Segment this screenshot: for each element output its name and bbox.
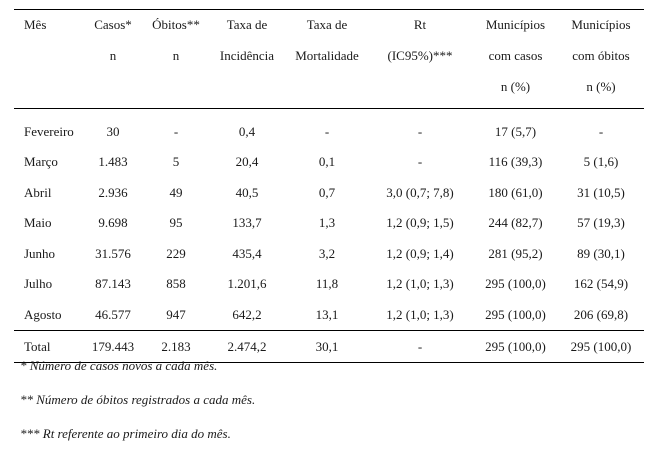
table-header-row [14,9,644,108]
footnotes [20,353,255,455]
total-cell: 295 (100,0) [485,338,546,354]
table-cell: 0,4 [238,123,256,139]
column-header [473,9,558,108]
column-header-line: (IC95%)*** [387,48,453,63]
table-cell: 1,2 (1,0; 1,3) [386,306,454,322]
table-cell: 20,4 [235,154,259,170]
table-cell: 1,2 (0,9; 1,4) [386,245,454,261]
table-cell: 17 (5,7) [494,123,537,139]
column-header [81,9,145,108]
footnote-deaths: ** Número de óbitos registrados a cada mês. [20,392,256,407]
column-header-line: Óbitos** [152,17,200,32]
total-cell: - [417,338,423,354]
table-row [14,269,644,300]
month-cell: Agosto [24,306,62,322]
column-header-line: n [109,48,117,63]
column-header-line: com casos [488,48,543,63]
total-cell: 30,1 [315,338,339,354]
table-cell: 1.201,6 [227,276,267,292]
column-header [558,9,644,108]
table-cell: 5 (1,6) [583,154,619,170]
column-header-line: Municípios [485,17,546,32]
table-cell: - [173,123,179,139]
column-header-line: Taxa de [306,17,348,32]
total-cell: 2.183 [161,338,191,354]
column-header-line: com óbitos [572,48,630,63]
table-row [14,208,644,239]
table-cell: 295 (100,0) [485,276,546,292]
table-cell: 180 (61,0) [488,184,543,200]
monthly-covid-table [14,9,644,363]
table-cell: 31 (10,5) [577,184,625,200]
month-cell: Abril [24,184,52,200]
month-cell: Junho [24,245,56,261]
table-row [14,178,644,209]
table-row [14,108,644,147]
month-cell: Julho [24,276,53,292]
table-cell: 0,7 [318,184,336,200]
table-cell: 30 [106,123,120,139]
table-cell: 13,1 [315,306,339,322]
table-cell: 3,0 (0,7; 7,8) [386,184,454,200]
table-cell: - [598,123,604,139]
column-header-line: Casos* [94,17,132,32]
table-cell: 162 (54,9) [573,276,629,292]
table-cell: - [417,154,423,170]
table-cell: 947 [166,306,186,322]
table-cell: 2.936 [98,184,128,200]
table-cell: 1.483 [98,154,128,170]
table-cell: 229 [166,245,186,261]
table-body [14,108,644,331]
table-cell: 642,2 [232,306,262,322]
footnote-cases: * Número de casos novos a cada mês. [20,358,218,373]
month-cell: Fevereiro [24,123,74,139]
table-cell: 31.576 [95,245,131,261]
table-cell: 1,3 [318,215,336,231]
table-cell: 3,2 [318,245,336,261]
table-cell: 858 [166,276,186,292]
month-cell: Maio [24,215,52,231]
column-header [14,9,81,108]
table-cell: 87.143 [95,276,131,292]
column-header-line: n [172,48,180,63]
table-cell: 116 (39,3) [488,154,543,170]
table-cell: 89 (30,1) [577,245,625,261]
column-header-line: n (%) [586,79,616,94]
table-cell: 49 [169,184,183,200]
table-cell: - [324,123,330,139]
table-cell: 281 (95,2) [488,245,543,261]
table-cell: 95 [169,215,183,231]
table-cell: 206 (69,8) [573,306,629,322]
column-header [207,9,287,108]
table-cell: 9.698 [98,215,128,231]
column-header [145,9,207,108]
total-label: Total [24,338,51,354]
column-header-line: Municípios [571,17,631,32]
table-cell: 133,7 [232,215,262,231]
table-cell: 435,4 [232,245,262,261]
month-cell: Março [24,154,58,170]
table-cell: 5 [172,154,180,170]
column-header-line: n (%) [500,79,531,94]
table-cell: 46.577 [95,306,131,322]
column-header-line: Incidência [219,48,275,63]
table-row [14,147,644,178]
total-cell: 179.443 [91,338,135,354]
column-header [367,9,473,108]
column-header-line: Taxa de [226,17,268,32]
column-header-line: Mortalidade [295,48,359,63]
table-cell: 1,2 (0,9; 1,5) [386,215,454,231]
table-cell: 11,8 [315,276,339,292]
total-cell: 2.474,2 [227,338,267,354]
table-cell: 40,5 [235,184,259,200]
table-cell: - [417,123,423,139]
table-cell: 57 (19,3) [577,215,625,231]
column-header-line: Rt [413,17,427,32]
footnote-rt: *** Rt referente ao primeiro dia do mês. [20,426,231,441]
total-cell: 295 (100,0) [570,338,632,354]
table-cell: 244 (82,7) [488,215,543,231]
column-header [287,9,367,108]
table-row [14,239,644,270]
table-cell: 0,1 [318,154,336,170]
table-row [14,300,644,331]
column-header-line: Mês [24,17,47,32]
table-cell: 295 (100,0) [485,306,546,322]
table-cell: 1,2 (1,0; 1,3) [386,276,454,292]
